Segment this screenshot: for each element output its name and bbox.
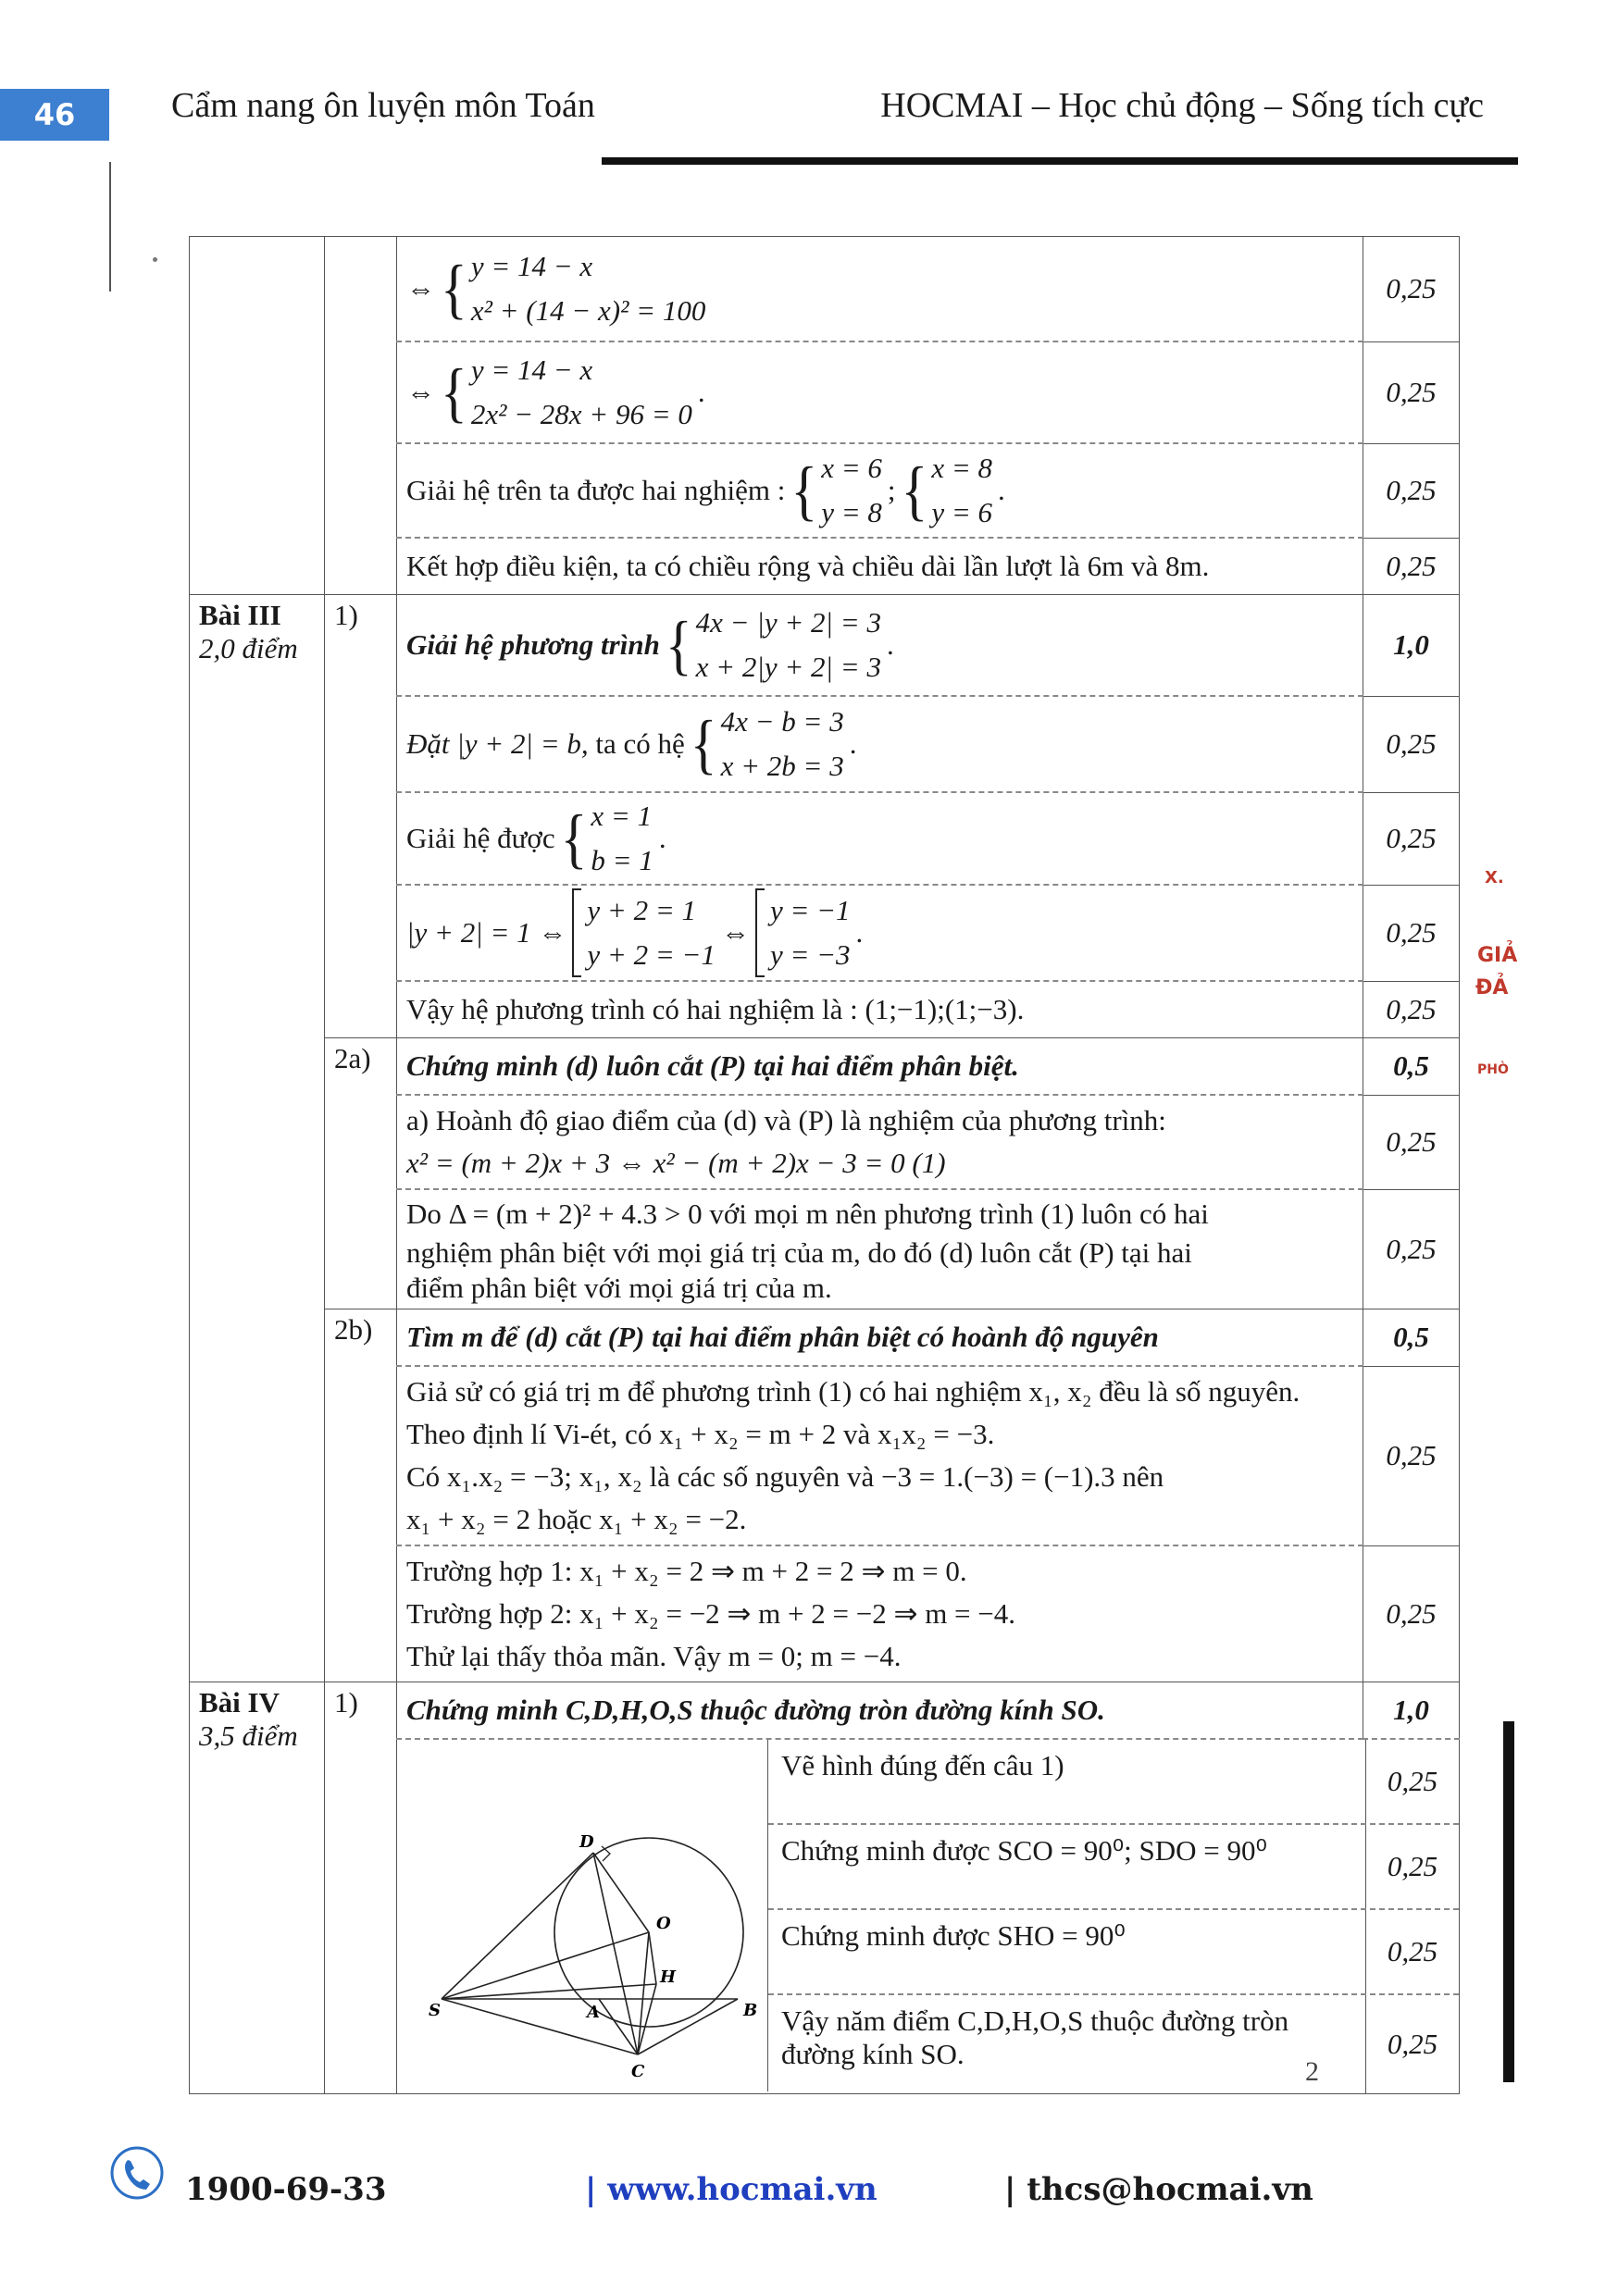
margin-line bbox=[109, 162, 111, 292]
or-system-1: y + 2 = 1 y + 2 = −1 bbox=[572, 888, 716, 977]
scan-edge bbox=[1503, 1721, 1514, 2082]
grading-row: Vậy năm điểm C,D,H,O,S thuộc đường tròn đường kính SO. 0,25 bbox=[768, 1995, 1459, 2093]
label-S: S bbox=[429, 2001, 441, 2020]
header-rule bbox=[602, 157, 1518, 165]
table-row: Giải hệ được { x = 1 b = 1 . 0,25 bbox=[190, 792, 1460, 885]
table-row: Giả sử có giá trị m để phương trình (1) có hai nghiệm x₁, x₂ đều là số nguyên. Theo định lí Vi-ét, có x₁ + x₂ = m + 2 và x₁x₂ = −3. Có x₁.x₂ = −3; x₁, x₂ là các số nguyên và −3 = 1.(−3) = (−1).3 nên x₁ + x₂ = 2 hoặc x₁ + x₂ = −2. 0,25 bbox=[190, 1366, 1460, 1545]
equation-system: { y = 14 − x 2x² − 28x + 96 = 0 bbox=[441, 354, 692, 430]
geometry-figure bbox=[397, 1740, 768, 2091]
points-cell: 0,25 bbox=[1363, 1189, 1460, 1309]
equation-system: { x = 1 b = 1 bbox=[560, 800, 653, 876]
tangent-sd bbox=[442, 1853, 593, 1999]
label-D: D bbox=[579, 1832, 594, 1852]
equation-system: { y = 14 − x x² + (14 − x)² = 100 bbox=[441, 250, 706, 327]
points-cell: 0,25 bbox=[1363, 696, 1460, 792]
answer-table bbox=[189, 236, 1460, 2094]
scan-page-number: 2 bbox=[1305, 2056, 1319, 2087]
table-row bbox=[190, 1038, 1460, 1096]
footer-email[interactable]: | thcs@hocmai.vn bbox=[1004, 2171, 1313, 2208]
task-title: Chứng minh (d) luôn cắt (P) tại hai điểm phân biệt. bbox=[406, 1049, 1019, 1082]
table-row bbox=[190, 981, 1460, 1038]
points-cell: 0,25 bbox=[1363, 981, 1460, 1038]
table-row: Giải hệ trên ta được hai nghiệm : { x = 6 y = 8 ; { x = 8 y = 6 . 0,25 bbox=[190, 443, 1460, 538]
solution-system-2: { x = 8 y = 6 bbox=[901, 452, 992, 528]
equation-system: { 4x − |y + 2| = 3 x + 2|y + 2| = 3 bbox=[665, 606, 881, 683]
table-row: Bài III 2,0 điểm 1) Giải hệ phương trình { 4x − |y + 2| = 3 x + 2|y + 2| = 3 . 1,0 bbox=[190, 595, 1460, 697]
points-cell: 0,25 bbox=[1363, 1095, 1460, 1189]
phone-icon bbox=[109, 2145, 165, 2201]
table-row: ⇔ { y = 14 − x 2x² − 28x + 96 = 0 . 0,25 bbox=[190, 341, 1460, 443]
label-O: O bbox=[656, 1914, 671, 1933]
points-cell: 0,25 bbox=[1363, 885, 1460, 981]
table-row bbox=[190, 237, 1460, 342]
points-cell: 0,25 bbox=[1363, 237, 1460, 342]
red-stamp: X. GIẢ ĐẢ PHÒ bbox=[1475, 868, 1518, 1077]
points-cell: 0,25 bbox=[1363, 1545, 1460, 1682]
task-title: Tìm m để (d) cắt (P) tại hai điểm phân biệt có hoành độ nguyên bbox=[406, 1321, 1159, 1353]
equivalence-symbol: ⇔ bbox=[406, 376, 435, 408]
or-system-2: y = −1 y = −3 bbox=[755, 888, 851, 977]
task-title: Giải hệ phương trình bbox=[406, 628, 660, 661]
equation-system: { 4x − b = 3 x + 2b = 3 bbox=[690, 705, 844, 782]
book-title: Cẩm nang ôn luyện môn Toán bbox=[171, 86, 595, 125]
label-A: A bbox=[587, 2003, 600, 2022]
part-label: 1) bbox=[325, 1682, 397, 2094]
part-label: 1) bbox=[325, 595, 397, 697]
brand-slogan: HOCMAI – Học chủ động – Sống tích cực bbox=[880, 86, 1484, 125]
line-dc bbox=[593, 1853, 638, 2054]
table-row: a) Hoành độ giao điểm của (d) và (P) là nghiệm của phương trình: x² = (m + 2)x + 3 ⇔ x² − (m + 2)x − 3 = 0 (1) 0,25 bbox=[190, 1095, 1460, 1189]
points-cell: 0,5 bbox=[1363, 1309, 1460, 1367]
section-cell: Bài IV 3,5 điểm bbox=[190, 1682, 325, 2094]
label-H: H bbox=[660, 1967, 677, 1987]
conclusion-text: Kết hợp điều kiện, ta có chiều rộng và chiều dài lần lượt là 6m và 8m. bbox=[406, 550, 1210, 582]
footer-website[interactable]: | www.hocmai.vn bbox=[585, 2171, 877, 2208]
page-number-badge: 46 bbox=[0, 89, 109, 141]
solution-text: Giải hệ trên ta được hai nghiệm : bbox=[406, 474, 786, 506]
solution-system-1: { x = 6 y = 8 bbox=[790, 452, 882, 528]
points-cell: 0,25 bbox=[1363, 443, 1460, 538]
grading-row: Vẽ hình đúng đến câu 1) 0,25 bbox=[768, 1740, 1459, 1825]
task-title: Chứng minh C,D,H,O,S thuộc đường tròn đường kính SO. bbox=[406, 1694, 1105, 1726]
points-cell: 0,25 bbox=[1363, 1366, 1460, 1545]
footer-phone[interactable]: 1900-69-33 bbox=[185, 2171, 387, 2208]
points-cell: 0,5 bbox=[1363, 1038, 1460, 1096]
grading-row: Chứng minh được SCO = 90⁰; SDO = 90⁰ 0,25 bbox=[768, 1825, 1459, 1910]
table-row bbox=[190, 1682, 1460, 1740]
part-label: 2b) bbox=[325, 1309, 397, 1367]
table-row: Trường hợp 1: x₁ + x₂ = 2 ⇒ m + 2 = 2 ⇒ m = 0. Trường hợp 2: x₁ + x₂ = −2 ⇒ m + 2 = −2 ⇒ m = −4. Thử lại thấy thỏa mãn. Vậy m = 0; m = −4. 0,25 bbox=[190, 1545, 1460, 1682]
table-row: |y + 2| = 1 ⇔ y + 2 = 1 y + 2 = −1 ⇔ y = −1 y = −3 . 0,25 bbox=[190, 885, 1460, 981]
points-cell: 0,25 bbox=[1363, 538, 1460, 595]
table-row bbox=[190, 1309, 1460, 1367]
scan-speck bbox=[153, 257, 157, 262]
table-row: Do Δ = (m + 2)² + 4.3 > 0 với mọi m nên phương trình (1) luôn có hai nghiệm phân biệt với mọi giá trị của m, do đó (d) luôn cắt (P) tại hai điểm phân biệt với mọi giá trị của m. 0,25 bbox=[190, 1189, 1460, 1309]
points-cell: 0,25 bbox=[1363, 792, 1460, 885]
points-cell: 1,0 bbox=[1363, 595, 1460, 697]
table-row bbox=[190, 538, 1460, 595]
points-cell: 1,0 bbox=[1363, 1682, 1460, 1740]
line-oh bbox=[649, 1932, 656, 1984]
points-cell: 0,25 bbox=[1363, 341, 1460, 443]
label-B: B bbox=[743, 2001, 758, 2020]
section-cell: Bài III 2,0 điểm bbox=[190, 595, 325, 697]
table-row: Đặt |y + 2| = b, ta có hệ { 4x − b = 3 x + 2b = 3 . 0,25 bbox=[190, 696, 1460, 792]
grading-row: Chứng minh được SHO = 90⁰ 0,25 bbox=[768, 1910, 1459, 1995]
part-label: 2a) bbox=[325, 1038, 397, 1096]
label-C: C bbox=[631, 2062, 645, 2081]
conclusion-text: Vậy hệ phương trình có hai nghiệm là : (1;−1);(1;−3). bbox=[406, 993, 1025, 1025]
tangent-sc bbox=[442, 1999, 638, 2054]
equivalence-symbol: ⇔ bbox=[406, 272, 435, 304]
